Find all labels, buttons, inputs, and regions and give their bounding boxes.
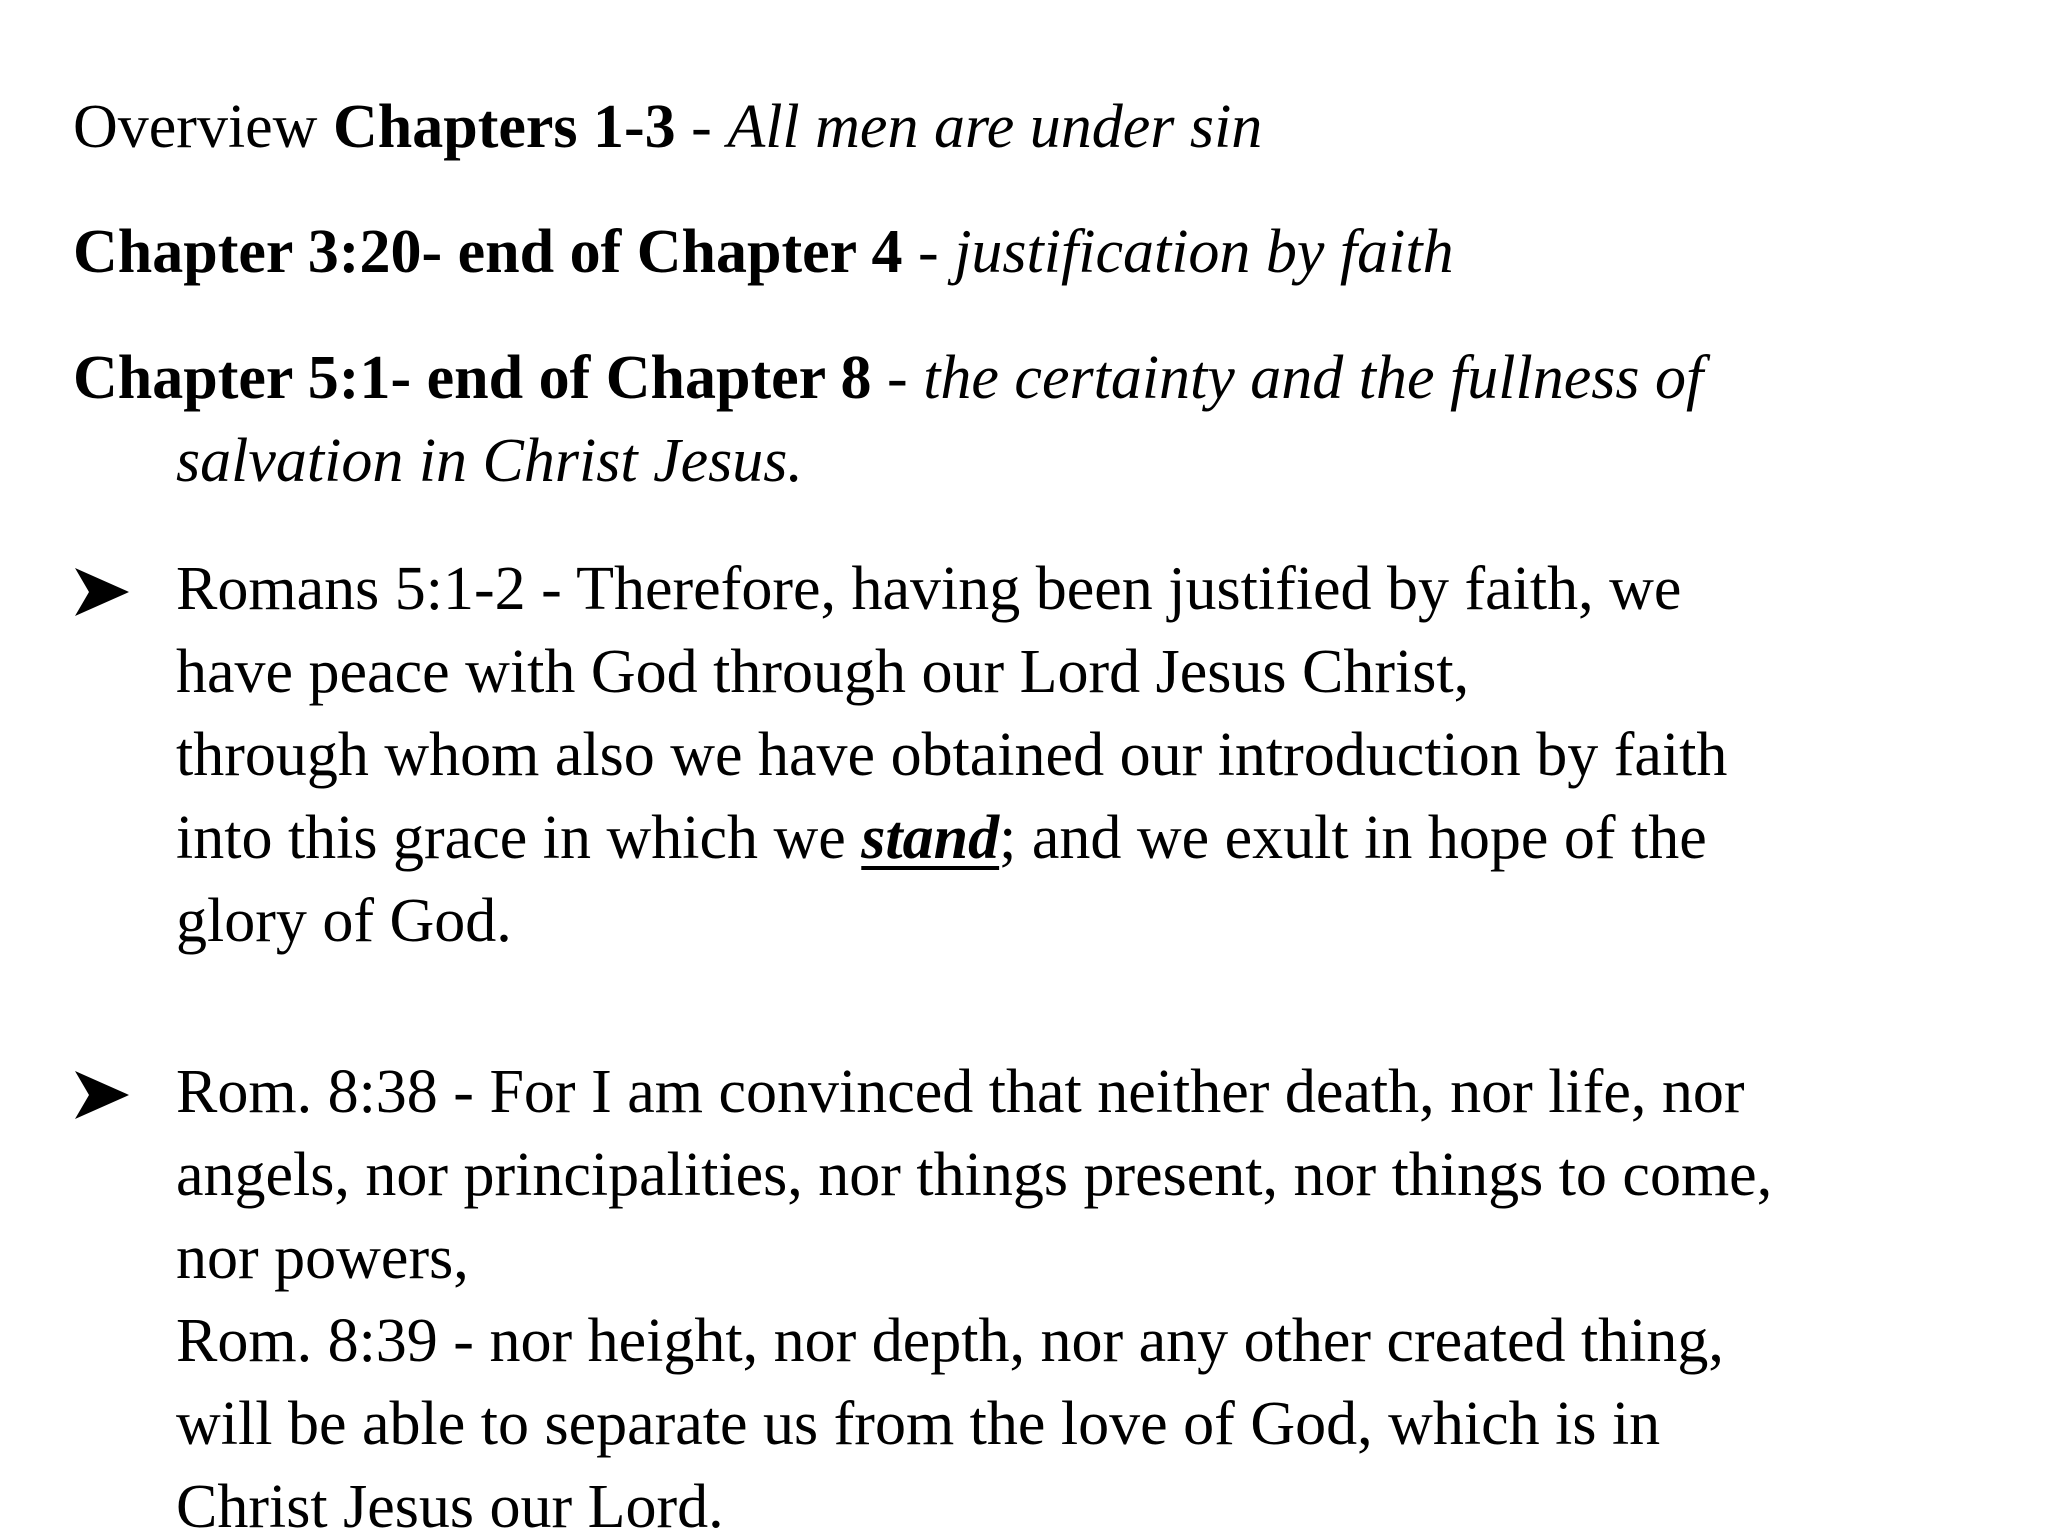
section3-summary-line1: the certainty and the fullness of (923, 344, 1704, 412)
romans-8-quote (176, 1051, 1976, 1536)
romans-5-line-4-before: into this grace in which we (176, 804, 862, 872)
section2-summary: justification by faith (954, 218, 1454, 286)
romans-5-line-4-after: ; and we exult in hope of the (999, 804, 1707, 872)
section2-line (73, 211, 1454, 294)
section3-chapters: Chapter 5:1- end of Chapter 8 (73, 344, 872, 412)
romans-5-quote (176, 548, 1976, 963)
section3-summary-line2: salvation in Christ Jesus. (176, 427, 803, 495)
section3-separator: - (871, 344, 924, 412)
romans-5-line-5: glory of God. (176, 887, 512, 955)
arrowhead-bullet-icon (73, 1065, 133, 1125)
romans-5-line-2: have peace with God through our Lord Jesus Christ, (176, 638, 1470, 706)
romans-8-line-6: Christ Jesus our Lord. (176, 1473, 724, 1536)
romans-8-line-3: nor powers, (176, 1224, 469, 1292)
arrowhead-bullet-icon (73, 562, 133, 622)
section2-chapters: Chapter 3:20- end of Chapter 4 (73, 218, 903, 286)
romans-8-line-2: angels, nor principalities, nor things present, nor things to come, (176, 1141, 1773, 1209)
romans-5-line-4 (176, 797, 1976, 880)
overview-summary: All men are under sin (727, 93, 1263, 161)
romans-8-line-4: Rom. 8:39 - nor height, nor depth, nor any other created thing, (176, 1307, 1724, 1375)
overview-lead: Overview (73, 93, 333, 161)
romans-5-line-1: Romans 5:1-2 - Therefore, having been justified by faith, we (176, 555, 1682, 623)
romans-8-line-1: Rom. 8:38 - For I am convinced that neither death, nor life, nor (176, 1058, 1745, 1126)
romans-5-line-3: through whom also we have obtained our introduction by faith (176, 721, 1728, 789)
overview-chapters: Chapters 1-3 (332, 93, 676, 161)
overview-line (73, 86, 1262, 169)
section3-block (73, 337, 1973, 503)
emphasis-stand: stand (861, 804, 1000, 872)
romans-8-line-5: will be able to separate us from the love of God, which is in (176, 1390, 1661, 1458)
overview-separator: - (675, 93, 728, 161)
section2-separator: - (902, 218, 955, 286)
